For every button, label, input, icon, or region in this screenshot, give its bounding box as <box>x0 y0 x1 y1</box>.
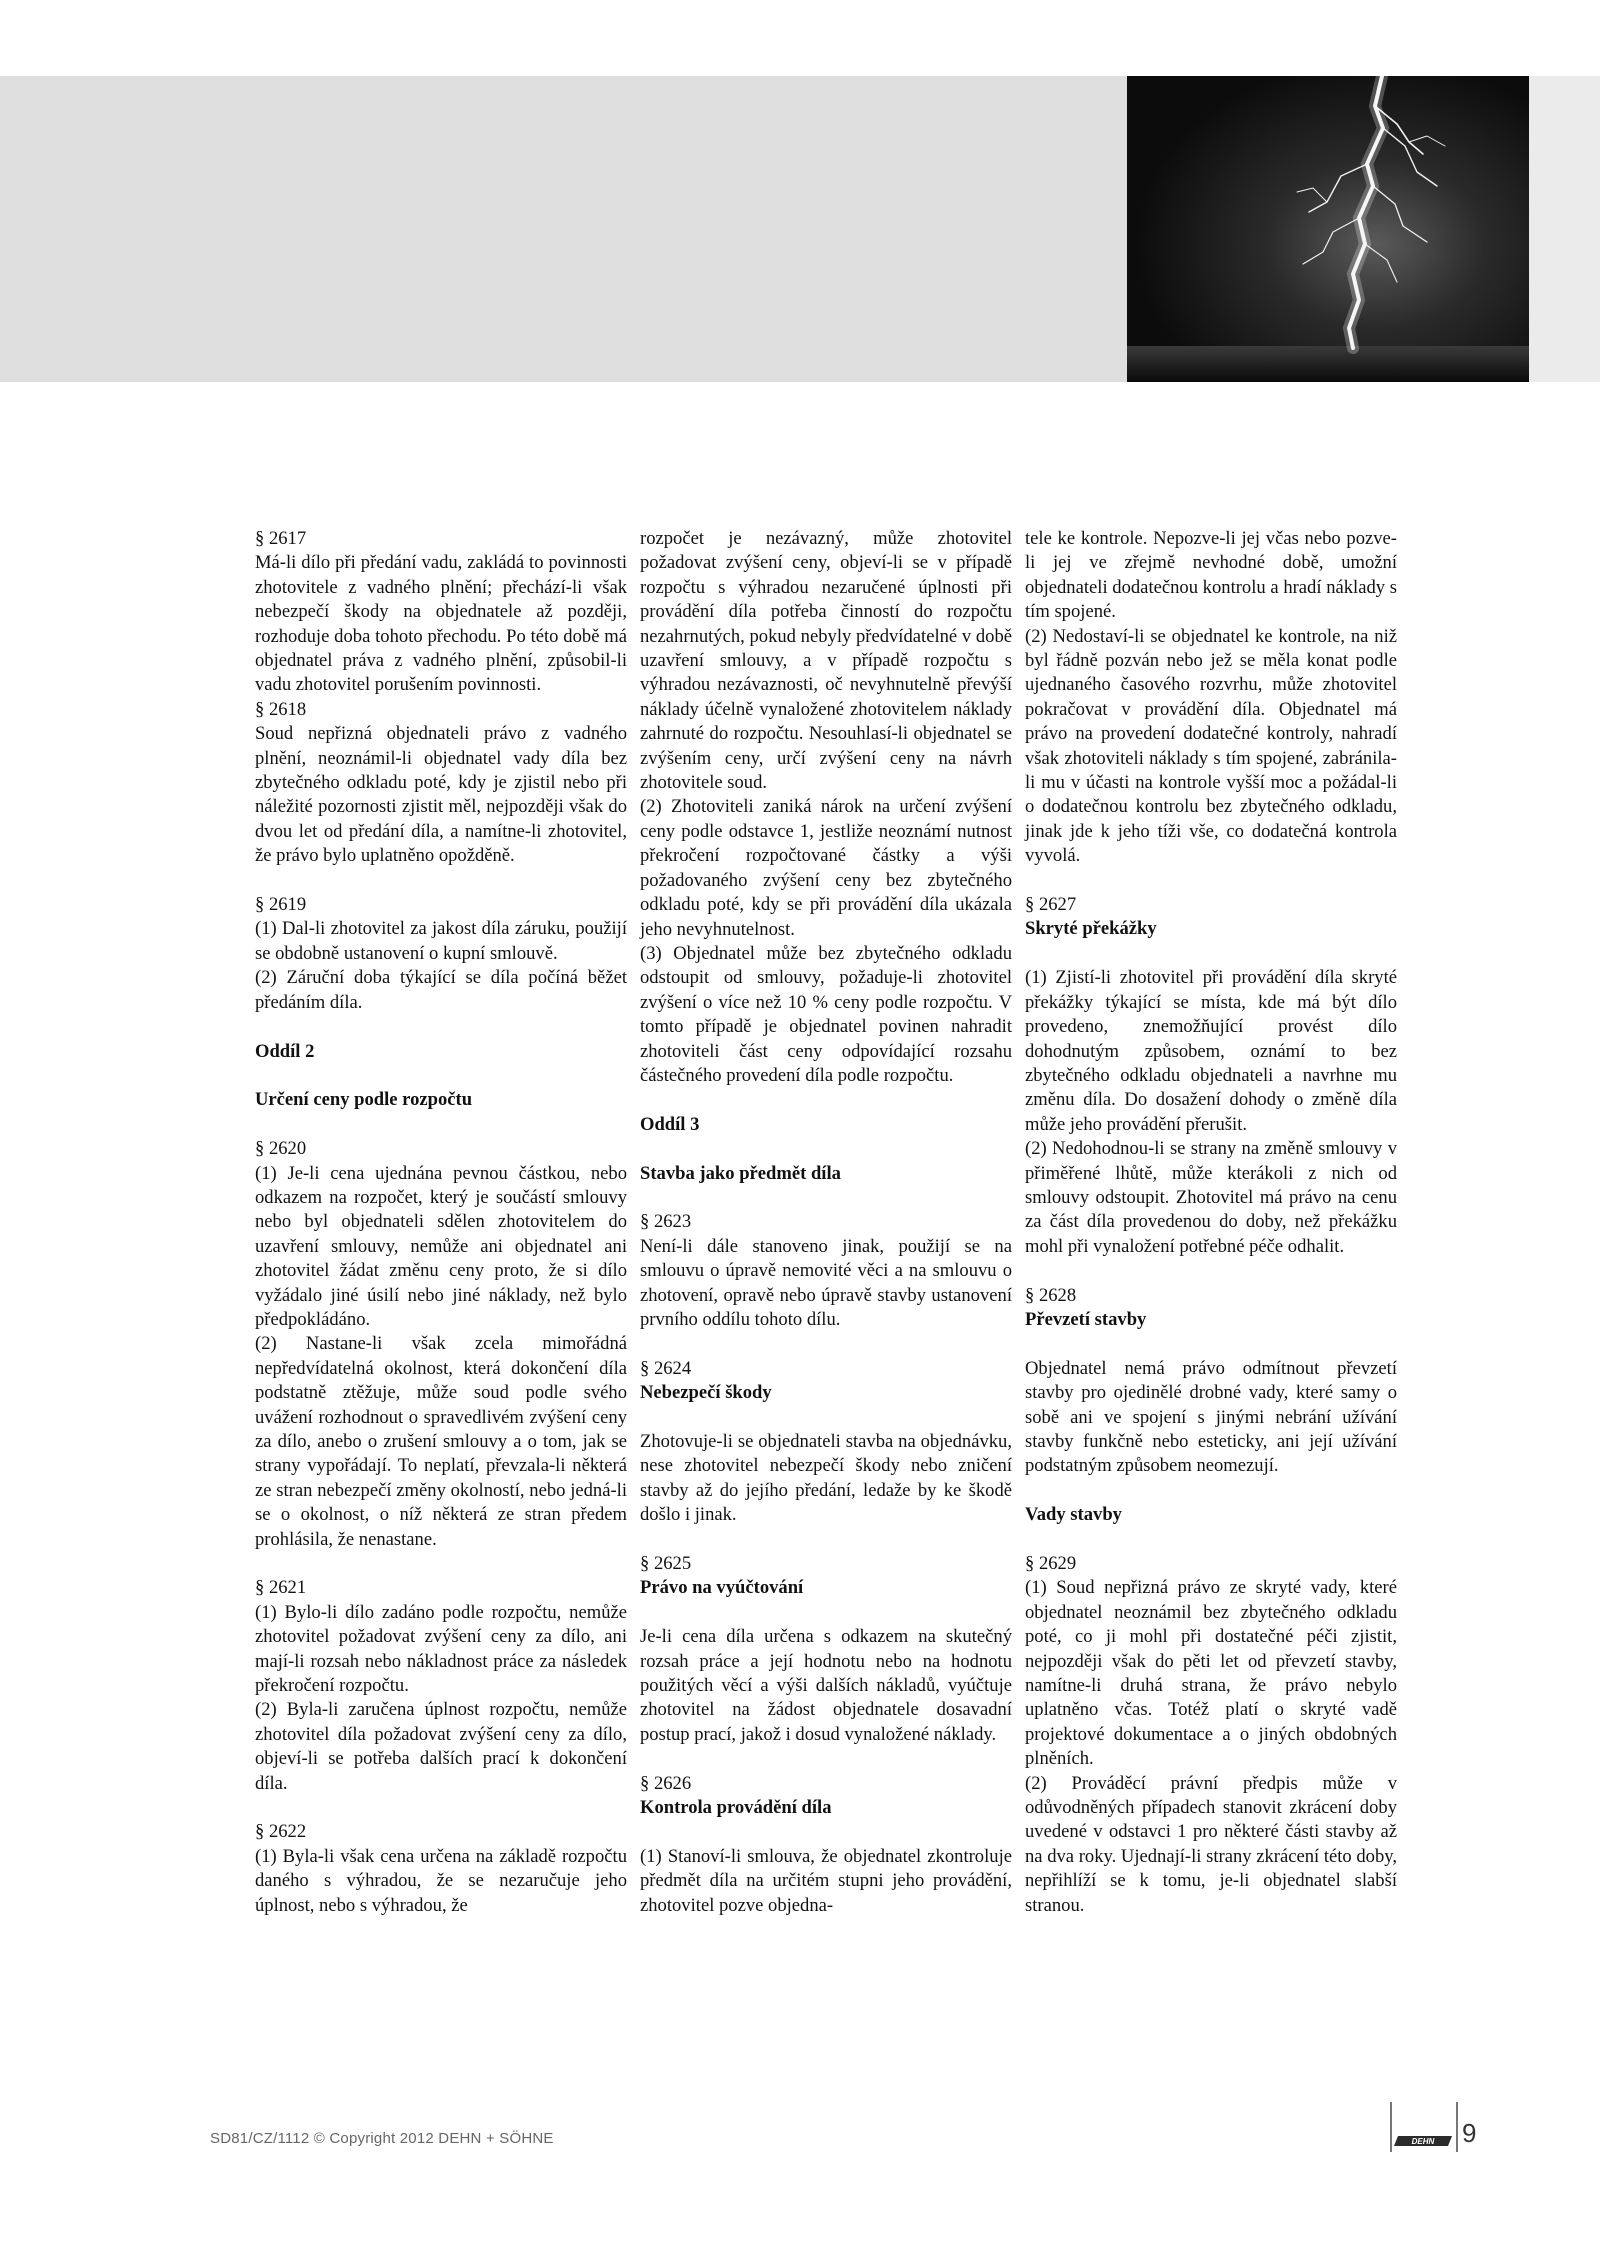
paragraph-number: § 2626 <box>640 1772 692 1794</box>
paragraph-number: § 2629 <box>1025 1552 1077 1574</box>
paragraph-text: (2) Nedohodnou-li se strany na změně smlouvy v přiměřené lhůtě, může kterákoli z nich od smlouvy odstoupit. Zhotovitel má právo na cenu za část díla provedenou do doby, než překážku mohl při vynaložení potřebné péče odhalit. <box>1025 1138 1397 1257</box>
spacer <box>255 1552 627 1576</box>
paragraph-number: § 2622 <box>255 1821 307 1843</box>
section-heading: Oddíl 2 <box>255 1040 315 1062</box>
paragraph-number: § 2627 <box>1025 894 1077 916</box>
paragraph-text: (1) Soud nepřizná právo ze skryté vady, které objednatel neoznámil bez zbytečného odkladu poté, co ji mohl při dostatečné péči zjistit, nejpozději však do pěti let od převzetí stavby, namítne-li druhá strana, že právo nebylo uplatněno včas. Totéž platí o skryté vadě projektové dokumentace a o jiných obdobných plněních. <box>1025 1577 1397 1770</box>
spacer <box>255 1113 627 1137</box>
paragraph-text: Soud nepřizná objednateli právo z vadného plnění, neoznámil-li objednatel vady díla bez zbytečného odkladu poté, kdy je zjistil nebo při náležité pozornosti zjistit měl, nejpozději však do dvou let od předání díla, a namítne-li zhotovitel, že právo bylo uplatněno opožděně. <box>255 723 627 867</box>
dehn-logo-icon <box>1390 2102 1470 2152</box>
spacer <box>255 1015 627 1039</box>
lightning-photo-icon <box>1127 76 1529 382</box>
dehn-logo-text: DEHN <box>1411 2137 1435 2146</box>
paragraph-text: (2) Záruční doba týkající se díla počíná běžet předáním díla. <box>255 967 627 1013</box>
paragraph-number: § 2628 <box>1025 1284 1077 1306</box>
spacer <box>640 1332 1012 1356</box>
spacer <box>1025 869 1397 893</box>
text-column-1 <box>255 527 627 1918</box>
paragraph-text: (1) Dal-li zhotovitel za jakost díla záruku, použijí se obdobně ustanovení o kupní smlouvě. <box>255 918 627 964</box>
spacer <box>1025 1332 1397 1356</box>
text-column-3 <box>1025 527 1397 1918</box>
section-heading: Kontrola provádění díla <box>640 1797 832 1818</box>
paragraph-text: (1) Byla-li však cena určena na základě rozpočtu daného s výhradou, že se nezaručuje jeho úplnost, nebo s výhradou, že <box>255 1845 627 1916</box>
spacer <box>255 1064 627 1088</box>
paragraph-text: (1) Bylo-li dílo zadáno podle rozpočtu, nemůže zhotovitel požadovat zvýšení ceny za dílo, ani mají-li rozsah nebo nákladnost práce za následek překročení rozpočtu. <box>255 1601 627 1697</box>
paragraph-number: § 2617 <box>255 528 307 549</box>
header-stripe <box>1529 76 1600 382</box>
paragraph-text: (1) Stanoví-li smlouva, že objednatel zkontroluje předmět díla na určitém stupni jeho provádění, zhotovitel pozve objedna- <box>640 1845 1012 1916</box>
section-heading: Skryté překážky <box>1025 918 1157 940</box>
spacer <box>255 1796 627 1820</box>
paragraph-text: Má-li dílo při předání vadu, zakládá to povinnosti zhotovitele z vadného plnění; přechází-li však nebezpečí škody na objednatele až později, rozhoduje doba tohoto přechodu. Po této době má objednatel práva z vadného plnění, způsobil-li vadu zhotovitel porušením povinnosti. <box>255 552 627 696</box>
spacer <box>640 1820 1012 1844</box>
paragraph-text: (2) Byla-li zaručena úplnost rozpočtu, nemůže zhotovitel díla požadovat zvýšení ceny za dílo, objeví-li se potřeba dalších prací k dokončení díla. <box>255 1699 627 1794</box>
spacer <box>640 1528 1012 1552</box>
section-heading: Nebezpečí škody <box>640 1382 772 1404</box>
paragraph-text: Zhotovuje-li se objednateli stavba na objednávku, nese zhotovitel nebezpečí škody nebo zničení stavby až do jejího předání, ledaže by ke škodě došlo i jinak. <box>640 1430 1012 1526</box>
paragraph-number: § 2624 <box>640 1357 692 1379</box>
spacer <box>640 1088 1012 1112</box>
spacer <box>1025 1479 1397 1503</box>
spacer <box>1025 942 1397 966</box>
section-heading: Vady stavby <box>1025 1504 1122 1526</box>
section-heading: Převzetí stavby <box>1025 1308 1147 1330</box>
section-heading: Právo na vyúčtování <box>640 1577 804 1599</box>
paragraph-number: § 2625 <box>640 1552 692 1574</box>
paragraph-text: Objednatel nemá právo odmítnout převzetí stavby pro ojedinělé drobné vady, které samy o sobě ani ve spojení s jinými nebrání užívání stavby funkčně nebo esteticky, ani její užívání podstatným způsobem neomezují. <box>1025 1357 1397 1477</box>
spacer <box>640 1406 1012 1430</box>
paragraph-text: (3) Objednatel může bez zbytečného odkladu odstoupit od smlouvy, požaduje-li zhotovitel zvýšení o více než 10 % ceny podle rozpočtu. V tomto případě je objednatel povinen nahradit zhotoviteli část ceny odpovídající rozsahu částečného provedení díla podle rozpočtu. <box>640 942 1012 1086</box>
paragraph-text: rozpočet je nezávazný, může zhotovitel požadovat zvýšení ceny, objeví-li se v případě rozpočtu s výhradou nezaručené úplnosti při provádění díla potřeba činností do rozpočtu nezahrnutých, pokud nebyly předvídatelné v době uzavření smlouvy, a v případě rozpočtu s výhradou nezávaznosti, oč nevyhnutelně převýší náklady účelně vynaložené zhotovitelem náklady zahrnuté do rozpočtu. Nesouhlasí-li objednatel se zvýšením ceny, určí zvýšení ceny na návrh zhotovitele soud. <box>640 528 1012 794</box>
paragraph-text: Není-li dále stanoveno jinak, použijí se na smlouvu o úpravě nemovité věci a na smlouvu o zhotovení, opravě nebo úpravě stavby ustanovení prvního oddílu tohoto dílu. <box>640 1235 1012 1330</box>
page-number: 9 <box>1462 2118 1477 2148</box>
paragraph-number: § 2620 <box>255 1138 307 1160</box>
text-column-2 <box>640 527 1012 1918</box>
paragraph-text: (2) Prováděcí právní předpis může v odůvodněných případech stanovit zkrácení doby uvedené v odstavci 1 pro některé části stavby až na dva roky. Ujednají-li strany zkrácení této doby, nepřihlíží se k tomu, je-li objednatel slabší stranou. <box>1025 1772 1397 1916</box>
section-heading: Určení ceny podle rozpočtu <box>255 1089 473 1111</box>
paragraph-text: (1) Zjistí-li zhotovitel při provádění díla skryté překážky týkající se místa, kde má být dílo provedeno, znemožňující provést dílo dohodnutým způsobem, oznámí to bez zbytečného odkladu objednateli a navrhne mu změnu díla. Do dosažení dohody o změně díla může jeho provádění přerušit. <box>1025 967 1397 1135</box>
footer-copyright: SD81/CZ/1112 © Copyright 2012 DEHN + SÖHNE <box>210 2130 554 2147</box>
paragraph-text: (2) Zhotoviteli zaniká nárok na určení zvýšení ceny podle odstavce 1, jestliže neoznámí nutnost překročení rozpočtované částky a výši požadovaného zvýšení ceny bez zbytečného odkladu poté, kdy se při provádění díla ukázala jeho nevyhnutelnost. <box>640 796 1012 940</box>
paragraph-text: (2) Nedostaví-li se objednatel ke kontrole, na niž byl řádně pozván nebo jež se měla konat podle ujednaného časového rozvrhu, může zhotovitel pokračovat v provádění díla. Objednatel má právo na provedení dodatečné kontroly, nahradí však zhotoviteli náklady s tím spojené, zabránila-li mu v účasti na kontrole vyšší moc a požádal-li o dodatečnou kontrolu bez zbytečného odkladu, jinak jde k jeho tíži vše, co dodatečná kontrola vyvolá. <box>1025 625 1397 867</box>
paragraph-text: Je-li cena díla určena s odkazem na skutečný rozsah práce a její hodnotu nebo na hodnotu použitých věcí a výši dalších nákladů, vyúčtuje zhotovitel na žádost objednatele dosavadní postup prací, jakož i dosud vynaložené náklady. <box>640 1626 1012 1745</box>
section-heading: Oddíl 3 <box>640 1113 700 1135</box>
spacer <box>255 869 627 893</box>
section-heading: Stavba jako předmět díla <box>640 1162 841 1184</box>
paragraph-number: § 2618 <box>255 698 307 720</box>
spacer <box>640 1186 1012 1210</box>
paragraph-number: § 2619 <box>255 894 307 916</box>
spacer <box>640 1601 1012 1625</box>
paragraph-text: tele ke kontrole. Nepozve-li jej včas nebo pozve-li jej ve zřejmě nevhodné době, umožní objednateli dodatečnou kontrolu a hradí náklady s tím spojené. <box>1025 528 1397 623</box>
spacer <box>1025 1259 1397 1283</box>
paragraph-text: (1) Je-li cena ujednána pevnou částkou, nebo odkazem na rozpočet, který je součástí smlouvy nebo byl objednateli sdělen zhotovitelem do uzavření smlouvy, nemůže ani objednatel ani zhotovitel žádat změnu ceny proto, že si dílo vyžádalo jiné úsilí nebo jiné náklady, než bylo předpokládáno. <box>255 1162 627 1330</box>
paragraph-number: § 2623 <box>640 1211 692 1233</box>
spacer <box>640 1747 1012 1771</box>
spacer <box>1025 1528 1397 1552</box>
paragraph-text: (2) Nastane-li však zcela mimořádná nepředvídatelná okolnost, která dokončení díla podstatně ztěžuje, může soud podle svého uvážení rozhodnout o spravedlivém zvýšení ceny za dílo, anebo o zrušení smlouvy a o tom, jak se strany vypořádají. To neplatí, převzala-li některá ze stran nebezpečí změny okolností, nebo jedná-li se o okolnost, o níž některá ze stran předem prohlásila, že nenastane. <box>255 1333 627 1550</box>
spacer <box>640 1137 1012 1161</box>
paragraph-number: § 2621 <box>255 1577 307 1599</box>
